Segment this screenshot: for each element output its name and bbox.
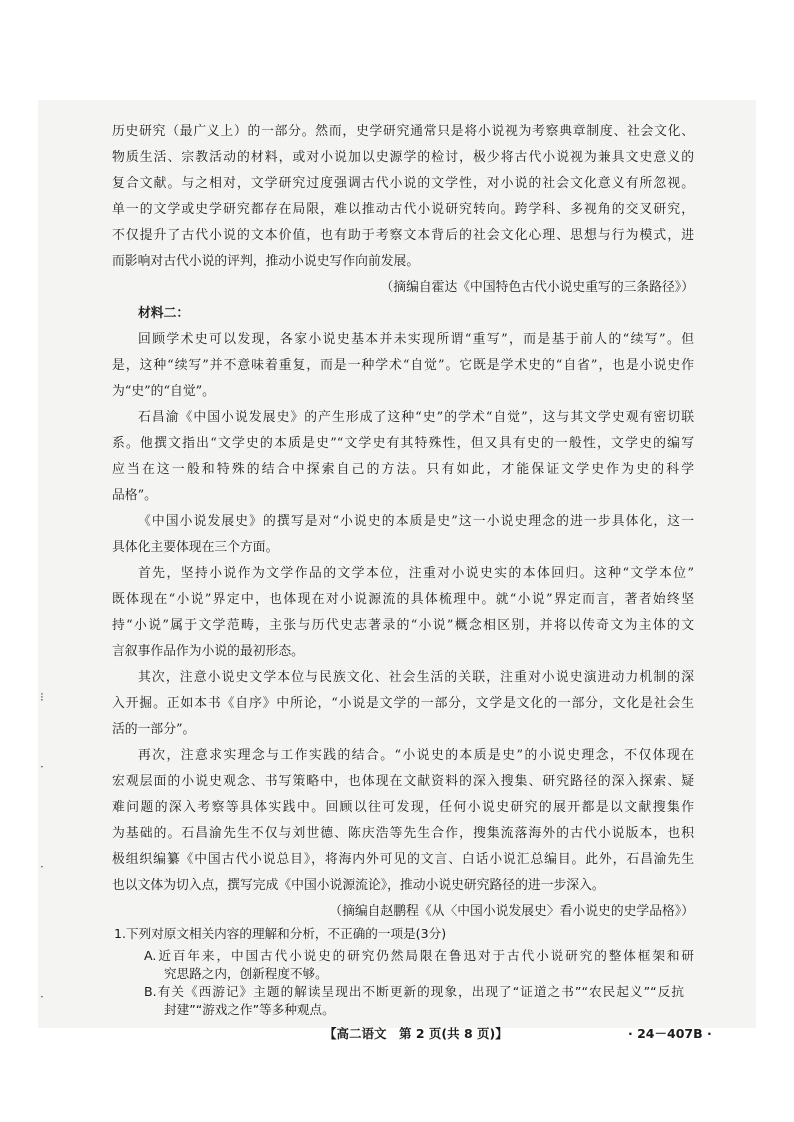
paper-code: · 24－407B · bbox=[628, 1026, 712, 1041]
paragraph-line: 石昌渝《中国小说发展史》的产生形成了这种“史”的学术“自觉”，这与其文学史观有密切联 bbox=[138, 410, 694, 425]
material1-line: 复合文献。与之相对，文学研究过度强调古代小说的文学性，对小说的社会文化意义有所忽视。 bbox=[112, 176, 694, 191]
paragraph-line: 既体现在“小说”界定中，也体现在对小说源流的具体梳理中。就“小说”界定而言，著者始终坚 bbox=[112, 592, 694, 607]
material1-line: 不仅提升了古代小说的文本价值，也有助于考察文本背后的社会文化心理、思想与行为模式，进 bbox=[112, 228, 694, 243]
paragraph-line: 入开掘。正如本书《自序》中所论，“小说是文学的一部分，文学是文化的一部分，文化是社会生 bbox=[112, 696, 694, 711]
margin-bleed-mark: · bbox=[40, 760, 44, 774]
paragraph-line: 品格”。 bbox=[112, 488, 157, 503]
material1-line: 而影响对古代小说的评判，推动小说史写作向前发展。 bbox=[112, 254, 420, 269]
option-a[interactable]: A.近百年来，中国古代小说史的研究仍然局限在鲁迅对于古代小说研究的整体框架和研 bbox=[144, 948, 694, 963]
material1-source: （摘编自霍达《中国特色古代小说史重写的三条路径》） bbox=[380, 280, 694, 295]
margin-bleed-mark: ⁝ bbox=[40, 690, 44, 704]
margin-bleed-mark: · bbox=[40, 860, 44, 874]
paragraph-line: 回顾学术史可以发现，各家小说史基本并未实现所谓“重写”，而是基于前人的“续写”。但 bbox=[138, 332, 694, 347]
material1-line: 物质生活、宗教活动的材料，或对小说加以史源学的检讨，极少将古代小说视为兼具文史意义的 bbox=[112, 150, 694, 165]
material2-heading: 材料二： bbox=[138, 306, 190, 321]
paragraph-line: 是，这种“续写”并不意味着重复，而是一种学术“自觉”。它既是学术史的“自省”，也是小说史作 bbox=[112, 358, 694, 373]
option-a-continued: 究思路之内，创新程度不够。 bbox=[164, 966, 328, 981]
paragraph-line: 应当在这一般和特殊的结合中探索自己的方法。只有如此，才能保证文学史作为史的科学 bbox=[112, 462, 694, 477]
paragraph-line: 难问题的深入考察等具体实践中。回顾以往可发现，任何小说史研究的展开都是以文献搜集作 bbox=[112, 800, 694, 815]
paragraph-line: 活的一部分”。 bbox=[112, 722, 196, 737]
paragraph-line: 其次，注意小说史文学本位与民族文化、社会生活的关联，注重对小说史演进动力机制的深 bbox=[138, 670, 694, 685]
paragraph-line: 也以文体为切入点，撰写完成《中国小说源流论》，推动小说史研究路径的进一步深入。 bbox=[112, 878, 605, 893]
paragraph-line: 言叙事作品作为小说的最初形态。 bbox=[112, 644, 304, 659]
paragraph-line: 为“史”的“自觉”。 bbox=[112, 384, 215, 399]
paragraph-line: 为基础的。石昌渝先生不仅与刘世德、陈庆浩等先生合作，搜集流落海外的古代小说版本，也积 bbox=[112, 826, 694, 841]
paragraph-line: 《中国小说发展史》的撰写是对“小说史的本质是史”这一小说史理念的进一步具体化，这一 bbox=[138, 514, 694, 529]
material1-line: 历史研究（最广义上）的一部分。然而，史学研究通常只是将小说视为考察典章制度、社会文化、 bbox=[112, 124, 694, 139]
paragraph-line: 极组织编纂《中国古代小说总目》，将海内外可见的文言、白话小说汇总编目。此外，石昌渝先生 bbox=[112, 852, 694, 867]
paragraph-line: 持“小说”属于文学范畴，主张与历代史志著录的“小说”概念相区别，并将以传奇文为主体的文 bbox=[112, 618, 694, 633]
material2-source: （摘编自赵鹏程《从〈中国小说发展史〉看小说史的史学品格》） bbox=[329, 904, 694, 919]
option-b[interactable]: B.有关《西游记》主题的解读呈现出不断更新的现象，出现了“证道之书”“农民起义”“反抗 bbox=[144, 984, 684, 999]
page-footer: 【高二语文 第 2 页(共 8 页)】 bbox=[324, 1026, 508, 1041]
paragraph-line: 再次，注意求实理念与工作实践的结合。“小说史的本质是史”的小说史理念，不仅体现在 bbox=[138, 748, 694, 763]
question-stem: 1.下列对原文相关内容的理解和分析，不正确的一项是(3分) bbox=[114, 926, 447, 941]
paragraph-line: 首先，坚持小说作为文学作品的文学本位，注重对小说史实的本体回归。这种“文学本位” bbox=[138, 566, 694, 581]
option-b-continued: 封建”“游戏之作”等多种观点。 bbox=[164, 1002, 335, 1017]
paragraph-line: 宏观层面的小说史观念、书写策略中，也体现在文献资料的深入搜集、研究路径的深入探索、疑 bbox=[112, 774, 694, 789]
paragraph-line: 具体化主要体现在三个方面。 bbox=[112, 540, 279, 555]
material1-line: 单一的文学或史学研究都存在局限，难以推动古代小说研究转向。跨学科、多视角的交叉研究， bbox=[112, 202, 694, 217]
paragraph-line: 系。他撰文指出“文学史的本质是史”“文学史有其特殊性，但又具有史的一般性，文学史的编写 bbox=[112, 436, 694, 451]
margin-bleed-mark: · bbox=[40, 990, 44, 1004]
